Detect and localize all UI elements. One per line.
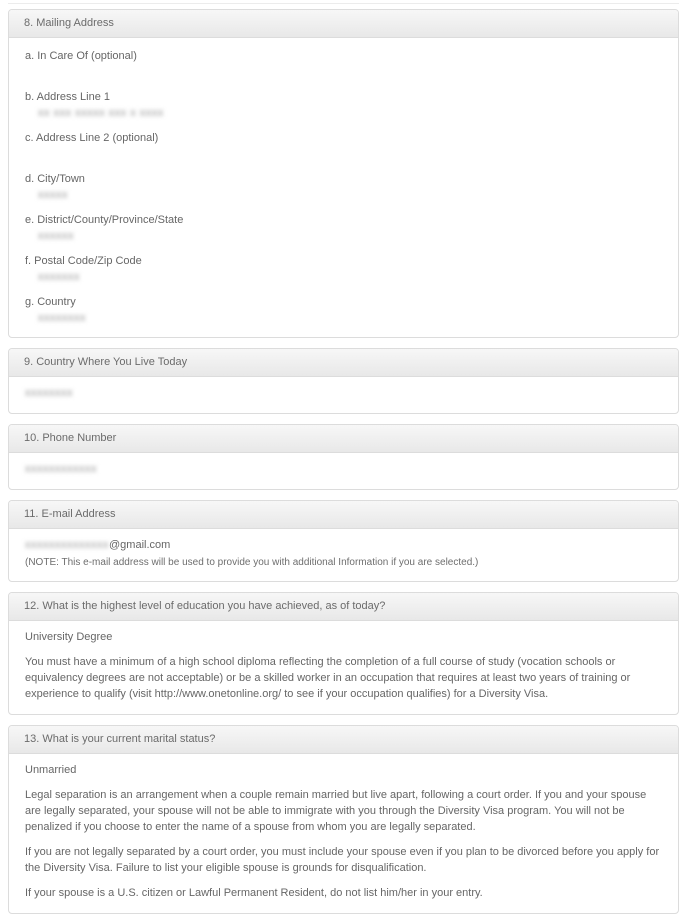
field-city-town-label: d. City/Town xyxy=(25,173,85,185)
field-in-care-of-value xyxy=(38,65,662,79)
field-address-line-1-value: xx xxx xxxxx xxx x xxxx xyxy=(38,107,164,119)
section-mailing-address-body xyxy=(9,38,678,337)
field-postal-code-value: xxxxxxx xyxy=(38,271,80,283)
field-in-care-of xyxy=(25,50,662,79)
section-education xyxy=(8,592,679,715)
previous-panel-cut-edge xyxy=(8,2,679,4)
field-mailing-country xyxy=(25,296,662,325)
section-phone-number-header: 10. Phone Number xyxy=(9,425,678,453)
section-phone-number-body xyxy=(9,453,678,489)
field-mailing-country-value: xxxxxxxx xyxy=(38,312,86,324)
field-address-line-2-label: c. Address Line 2 (optional) xyxy=(25,132,159,144)
field-address-line-2-value xyxy=(38,147,662,161)
section-country-live xyxy=(8,348,679,414)
field-mailing-country-label: g. Country xyxy=(25,296,76,308)
section-mailing-address xyxy=(8,9,679,338)
section-email-address-header: 11. E-mail Address xyxy=(9,501,678,529)
education-description: You must have a minimum of a high school diploma reflecting the completion of a full course of study (vocation schools or equivalency degrees are not acceptable) or be a skilled worker in an occupation that requires at least two years of training or experience to qualify (visit http://www.onetonline.org/ to see if your occupation qualifies) for a Diversity Visa. xyxy=(25,656,631,700)
email-address-value xyxy=(25,538,662,553)
country-live-value: xxxxxxxx xyxy=(25,387,73,399)
field-city-town-value: xxxxx xyxy=(38,189,68,201)
email-domain: @gmail.com xyxy=(109,539,171,551)
field-address-line-1 xyxy=(25,91,662,120)
section-phone-number xyxy=(8,424,679,490)
field-postal-code xyxy=(25,255,662,284)
section-mailing-address-header: 8. Mailing Address xyxy=(9,10,678,38)
marital-paragraph-court-order: If you are not legally separated by a court order, you must include your spouse even if you plan to be divorced before you apply for the Diversity Visa. Failure to list your eligible spouse is grounds for disqualification. xyxy=(25,846,660,874)
field-in-care-of-label: a. In Care Of (optional) xyxy=(25,50,137,62)
section-education-body xyxy=(9,621,678,714)
field-district-state-value: xxxxxx xyxy=(38,230,74,242)
section-marital-status-body xyxy=(9,754,678,913)
section-country-live-body xyxy=(9,377,678,413)
marital-paragraph-us-citizen-spouse: If your spouse is a U.S. citizen or Lawful Permanent Resident, do not list him/her in your entry. xyxy=(25,887,483,899)
section-email-address xyxy=(8,500,679,582)
field-address-line-1-label: b. Address Line 1 xyxy=(25,91,111,103)
marital-answer: Unmarried xyxy=(25,764,77,776)
phone-number-value: xxxxxxxxxxxx xyxy=(25,463,97,475)
field-district-state xyxy=(25,214,662,243)
education-answer: University Degree xyxy=(25,631,113,643)
section-education-header: 12. What is the highest level of education you have achieved, as of today? xyxy=(9,593,678,621)
section-country-live-header: 9. Country Where You Live Today xyxy=(9,349,678,377)
field-city-town xyxy=(25,173,662,202)
section-email-address-body xyxy=(9,529,678,581)
section-marital-status xyxy=(8,725,679,914)
marital-paragraph-legal-separation: Legal separation is an arrangement when a couple remain married but live apart, following a court order. If you and your spouse are legally separated, your spouse will not be able to immigrate with you through the Diversity Visa program. You will not be penalized if you choose to enter the name of a spouse from whom you are legally separated. xyxy=(25,789,647,833)
field-district-state-label: e. District/County/Province/State xyxy=(25,214,184,226)
section-marital-status-header: 13. What is your current marital status? xyxy=(9,726,678,754)
field-postal-code-label: f. Postal Code/Zip Code xyxy=(25,255,142,267)
field-address-line-2 xyxy=(25,132,662,161)
email-local-part-redacted: xxxxxxxxxxxxxx xyxy=(25,539,109,551)
email-note: (NOTE: This e-mail address will be used to provide you with additional Information if you are selected.) xyxy=(25,557,479,568)
